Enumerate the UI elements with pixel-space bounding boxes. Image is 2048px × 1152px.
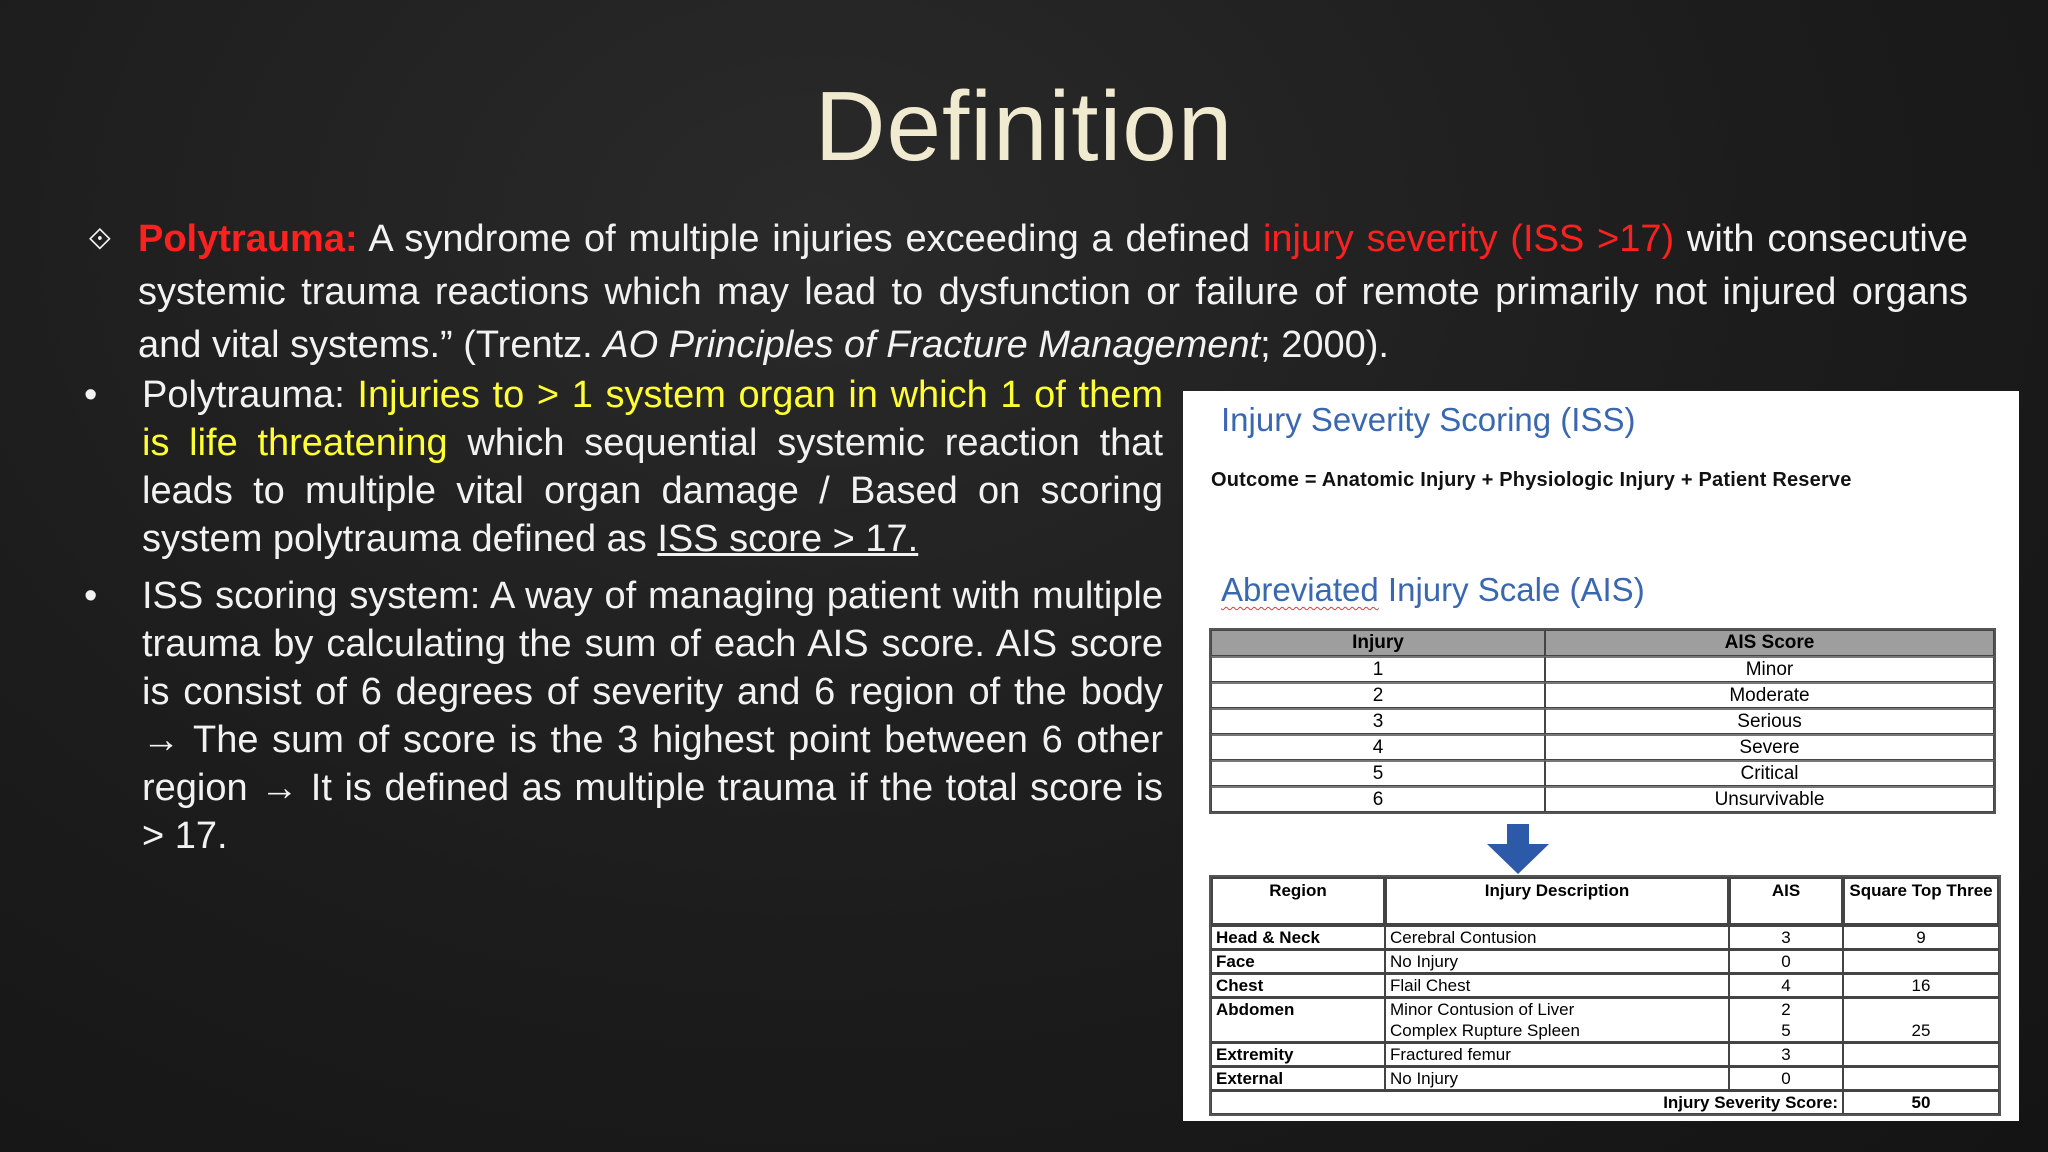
- region-header-region: Region: [1211, 877, 1385, 925]
- definition-term: Polytrauma:: [138, 218, 358, 260]
- bullet-iss: [80, 572, 1163, 860]
- bullet-2-text: ISS scoring system: A way of managing patient with multiple trauma by calculating the sum of each AIS score. AIS score is consist of 6 degrees of severity and 6 region of the body → The sum of score is the 3 highest point between 6 other region → It is defined as multiple trauma if the total score is > 17.: [142, 575, 1163, 857]
- iss-image-panel: [1183, 391, 2019, 1121]
- total-label: Injury Severity Score:: [1211, 1090, 1843, 1114]
- region-cell: Abdomen: [1211, 997, 1385, 1042]
- ais-row: [1211, 760, 1994, 786]
- ais-row: [1211, 682, 1994, 708]
- ais-score-cell: Serious: [1545, 708, 1994, 734]
- ais-row: [1211, 734, 1994, 760]
- region-row: [1211, 1066, 1999, 1090]
- ais-injury-cell: 4: [1211, 734, 1545, 760]
- square-cell: 9: [1843, 925, 1999, 949]
- desc-cell: Fractured femur: [1385, 1042, 1729, 1066]
- ais-injury-cell: 6: [1211, 786, 1545, 812]
- desc-cell: No Injury: [1385, 949, 1729, 973]
- ais-injury-cell: 5: [1211, 760, 1545, 786]
- ais-row: [1211, 786, 1994, 812]
- diamond-bullet-icon: ⟐: [88, 223, 112, 256]
- ais-score-cell: Critical: [1545, 760, 1994, 786]
- ais-injury-cell: 2: [1211, 682, 1545, 708]
- outcome-formula: Outcome = Anatomic Injury + Physiologic Injury + Patient Reserve: [1211, 469, 1852, 491]
- square-cell: [1843, 949, 1999, 973]
- ais-score-cell: Moderate: [1545, 682, 1994, 708]
- ais-injury-cell: 1: [1211, 656, 1545, 682]
- bullet-dot-icon: •: [84, 374, 98, 416]
- region-cell: Head & Neck: [1211, 925, 1385, 949]
- region-row: [1211, 1042, 1999, 1066]
- iss-title: Injury Severity Scoring (ISS): [1221, 401, 1636, 438]
- region-header-square: Square Top Three: [1843, 877, 1999, 925]
- ais-cell: 4: [1729, 973, 1843, 997]
- ais-cell: 3: [1729, 1042, 1843, 1066]
- desc-cell: No Injury: [1385, 1066, 1729, 1090]
- ais-title-b: Injury Scale (AIS): [1378, 571, 1645, 608]
- definition-paragraph: [138, 213, 1968, 372]
- ais-row: [1211, 656, 1994, 682]
- square-cell: [1843, 1066, 1999, 1090]
- slide-title: Definition: [814, 71, 1234, 181]
- region-header-ais: AIS: [1729, 877, 1843, 925]
- ais-cell: 2 5: [1729, 997, 1843, 1042]
- bullet-1-highlight: Injuries to > 1 system organ in which 1 of them is life threatening: [142, 374, 1163, 464]
- bullet-1-underlined: ISS score > 17.: [657, 518, 919, 560]
- ais-injury-cell: 3: [1211, 708, 1545, 734]
- bullet-dot-icon: •: [84, 575, 98, 617]
- ais-score-cell: Unsurvivable: [1545, 786, 1994, 812]
- square-cell: [1843, 1042, 1999, 1066]
- region-row: [1211, 925, 1999, 949]
- desc-cell: Cerebral Contusion: [1385, 925, 1729, 949]
- region-cell: Extremity: [1211, 1042, 1385, 1066]
- definition-book: AO Principles of Fracture Management: [603, 324, 1261, 366]
- ais-score-cell: Severe: [1545, 734, 1994, 760]
- desc-cell: Minor Contusion of Liver Complex Rupture Spleen: [1385, 997, 1729, 1042]
- definition-text-2: with consecutive systemic trauma reactions which may lead to dysfunction or failure of remote primarily not injured organs and vital systems.” (Trentz.: [138, 218, 1968, 366]
- bullet-1-lead: Polytrauma:: [142, 374, 358, 416]
- region-header-desc: Injury Description: [1385, 877, 1729, 925]
- region-row: [1211, 973, 1999, 997]
- ais-cell: 0: [1729, 1066, 1843, 1090]
- bullet-1-rest: which sequential systemic reaction that leads to multiple vital organ damage / Based on scoring system polytrauma defined as: [142, 422, 1163, 560]
- ais-title-a: Abreviated: [1221, 571, 1379, 608]
- ais-header-injury: Injury: [1211, 630, 1545, 656]
- region-cell: External: [1211, 1066, 1385, 1090]
- square-cell: 16: [1843, 973, 1999, 997]
- definition-text-1: A syndrome of multiple injuries exceeding a defined: [357, 218, 1263, 260]
- desc-cell: Flail Chest: [1385, 973, 1729, 997]
- region-row: [1211, 997, 1999, 1042]
- ais-cell: 3: [1729, 925, 1843, 949]
- region-cell: Face: [1211, 949, 1385, 973]
- ais-header-score: AIS Score: [1545, 630, 1994, 656]
- region-table: [1209, 875, 2001, 1116]
- ais-row: [1211, 708, 1994, 734]
- region-cell: Chest: [1211, 973, 1385, 997]
- ais-title: [1221, 571, 1645, 609]
- square-cell: 25: [1843, 997, 1999, 1042]
- total-value: 50: [1843, 1090, 1999, 1114]
- definition-severity: injury severity (ISS >17): [1262, 218, 1675, 260]
- ais-cell: 0: [1729, 949, 1843, 973]
- region-row: [1211, 949, 1999, 973]
- definition-text-3: ; 2000).: [1260, 324, 1389, 366]
- ais-score-cell: Minor: [1545, 656, 1994, 682]
- ais-table: [1209, 628, 1996, 814]
- bullet-polytrauma: [80, 371, 1163, 563]
- bullet-list: [80, 371, 1163, 869]
